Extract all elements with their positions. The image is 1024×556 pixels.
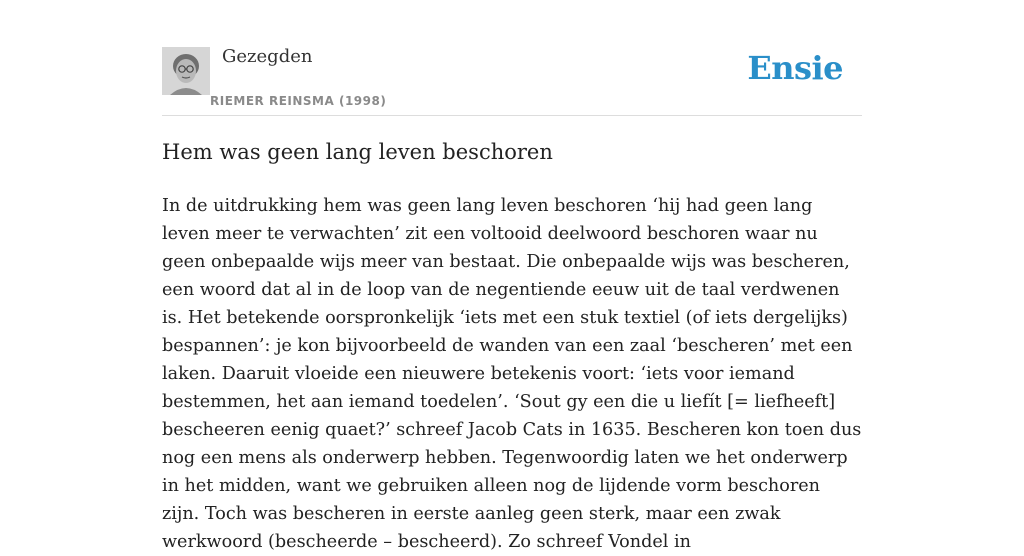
collection-title[interactable]: Gezegden xyxy=(222,46,313,67)
author-avatar-icon[interactable] xyxy=(162,47,210,95)
author-name: RIEMER REINSMA (1998) xyxy=(210,94,387,108)
author-portrait-icon xyxy=(162,47,210,95)
header xyxy=(162,45,862,116)
article-body: In de uitdrukking hem was geen lang leven beschoren ‘hij had geen lang leven meer te verwachten’ zit een voltooid deelwoord beschoren waar nu geen onbepaalde wijs meer van bestaat. Die onbepaalde wijs was bescheren, een woord dat al in de loop van de negentiende eeuw uit de taal verdwenen is. Het betekende oorspronkelijk ‘iets met een stuk textiel (of iets dergelijks) bespannen’: je kon bijvoorbeeld de wanden van een zaal ‘bescheren’ met een laken. Daaruit vloeide een nieuwere betekenis voort: ‘iets voor iemand bestemmen, het aan iemand toedelen’. ‘Sout gy een die u liefít [= liefheeft] bescheeren eenig quaet?’ schreef Jacob Cats in 1635. Bescheren kon toen dus nog een mens als onderwerp hebben. Tegenwoordig laten we het onderwerp in het midden, want we gebruiken alleen nog de lijdende vorm beschoren zijn. Toch was bescheren in eerste aanleg geen sterk, maar een zwak werkwoord (bescheerde – bescheerd). Zo schreef Vondel in xyxy=(162,196,862,552)
ensie-logo[interactable]: Ensie xyxy=(747,49,843,87)
article-title: Hem was geen lang leven beschoren xyxy=(162,140,553,164)
